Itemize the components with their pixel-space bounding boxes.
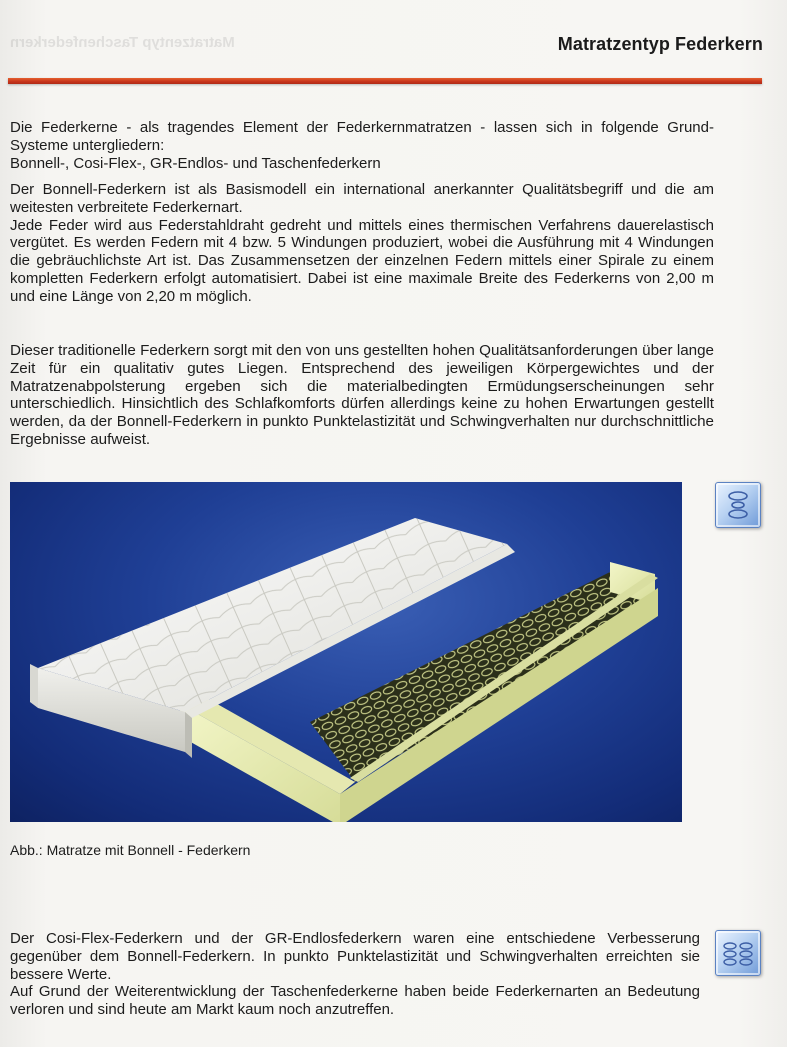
cosi-flex-section xyxy=(10,930,700,1019)
traditional-paragraph: Dieser traditionelle Federkern sorgt mit den von uns gestellten hohen Qualitätsanforderungen über lange Zeit für ein qualitativ gutes Liegen. Entsprechend des jeweiligen Körpergewichtes und der Matratzenabpolsterung ergeben sich die materialbedingten Ermüdungserscheinungen sehr unterschiedlich. Hinsichtlich des Schlafkomforts dürfen allerdings keine zu hohen Erwartungen gestellt werden, da der Bonnell-Federkern in punkto Punktelastizität und Schwingverhalten nur durchschnittliche Ergebnisse aufweist. xyxy=(10,342,714,448)
bonnell-paragraph-1: Der Bonnell-Federkern ist als Basismodell ein international anerkannter Qualitätsbegriff und die am weitesten verbreitete Federkernart. xyxy=(10,181,714,216)
bleed-through-header: Matratzentyp Taschenfederkern xyxy=(10,34,235,51)
traditional-section xyxy=(10,342,714,449)
spring-systems-list: Bonnell-, Cosi-Flex-, GR-Endlos- und Taschenfederkern xyxy=(10,154,381,172)
cosi-paragraph-1: Der Cosi-Flex-Federkern und der GR-Endlosfederkern waren eine entschiedene Verbesserung gegenüber dem Bonnell-Federkern. In punkto Punktelastizität und Schwingverhalten erreichten sie bessere Werte. xyxy=(10,930,700,983)
intro-section xyxy=(10,119,714,172)
figure-caption: Abb.: Matratze mit Bonnell - Federkern xyxy=(10,842,251,858)
cosi-paragraph-2: Auf Grund der Weiterentwicklung der Taschenfederkerne haben beide Federkernarten an Bedeutung verloren und sind heute am Markt kaum noch anzutreffen. xyxy=(10,983,700,1019)
bonnell-paragraph-2: Jede Feder wird aus Federstahldraht gedreht und mittels eines thermischen Verfahrens dauerelastisch vergütet. Es werden Federn mit 4 bzw. 5 Windungen produziert, wobei die Ausführung mit 4 Windungen die gebräuchlichste Art ist. Das Zusammensetzen der einzelnen Federn mittels einer Spirale zu einem kompletten Federkern erfolgt automatisiert. Dabei ist eine maximale Breite des Federkerns von 2,00 m und eine Länge von 2,20 m möglich. xyxy=(10,216,714,305)
intro-paragraph: Die Federkerne - als tragendes Element der Federkernmatratzen - lassen sich in folgende Grund-Systeme untergliedern: xyxy=(10,119,714,154)
bonnell-section xyxy=(10,181,714,306)
bonnell-spring-icon xyxy=(715,482,761,528)
mattress-photo xyxy=(10,482,682,822)
page-title: Matratzentyp Federkern xyxy=(557,34,763,54)
spring-coils-icon xyxy=(715,930,761,976)
header-divider xyxy=(8,78,762,84)
